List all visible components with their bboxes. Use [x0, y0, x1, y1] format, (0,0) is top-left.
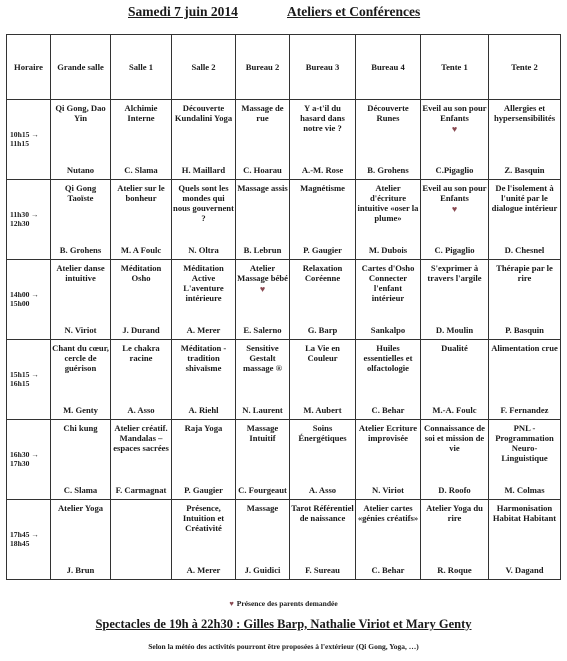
footer-note: Selon la météo des activités pourront être proposées à l'extérieur (Qi Gong, Yoga, …) [148, 642, 419, 651]
session-cell [489, 100, 561, 180]
session-top [112, 341, 170, 363]
session-top [237, 181, 288, 193]
session-content [490, 421, 559, 499]
session-top [490, 181, 559, 213]
session-title: La Vie en Couleur [305, 342, 340, 363]
session-content [357, 101, 419, 179]
session-top [112, 261, 170, 283]
column-header: Salle 2 [172, 35, 236, 100]
session-content [357, 261, 419, 339]
session-content [173, 501, 234, 579]
session-title: Quels sont les mondes qui nous gouvernent ? [173, 182, 234, 223]
session-content [291, 501, 354, 579]
session-title: Chant du cœur, cercle de guérison [52, 342, 109, 373]
session-content [490, 341, 559, 419]
session-title: Massage de rue [241, 102, 284, 123]
session-content [237, 501, 288, 579]
session-title: Massage assis [237, 182, 288, 193]
session-speaker: M. Colmas [504, 485, 545, 496]
session-top [237, 341, 288, 373]
session-cell [236, 180, 290, 260]
session-content [112, 261, 170, 339]
session-speaker: C.Pigaglio [435, 165, 474, 176]
session-title: Atelier cartes «génies créatifs» [357, 502, 419, 523]
column-header: Tente 2 [489, 35, 561, 100]
session-top [173, 101, 234, 123]
session-title: De l'isolement à l'unité par le dialogue intérieur [491, 182, 558, 213]
session-speaker: A. Merer [186, 325, 221, 336]
page-title: Ateliers et Conférences [287, 4, 421, 19]
session-cell [290, 500, 356, 580]
session-cell [172, 420, 236, 500]
session-title: Massage Intuitif [246, 422, 279, 443]
session-cell [290, 100, 356, 180]
session-top [52, 501, 109, 513]
session-speaker: M.-A. Foulc [432, 405, 477, 416]
column-header: Grande salle [51, 35, 111, 100]
session-content [291, 181, 354, 259]
session-title: Eveil au son pour Enfants [422, 102, 487, 123]
session-content [490, 101, 559, 179]
session-content [52, 101, 109, 179]
session-cell [51, 260, 111, 340]
session-speaker: P. Gaugier [303, 245, 342, 256]
session-speaker: B. Lebrun [243, 245, 282, 256]
session-speaker: C. Fourgeaut [238, 485, 287, 496]
session-title: Eveil au son pour Enfants [422, 182, 487, 203]
session-speaker: M. A Foulc [120, 245, 162, 256]
session-title: Découverte Kundalini Yoga [174, 102, 233, 123]
session-title: Tarot Référentiel de naissance [291, 502, 354, 523]
schedule-table [6, 34, 561, 580]
page-header [0, 4, 567, 22]
session-cell [111, 180, 172, 260]
session-content [237, 261, 288, 339]
session-speaker: Sankalpo [370, 325, 406, 336]
session-speaker: J. Durand [122, 325, 160, 336]
spectacles-line: Spectacles de 19h à 22h30 : Gilles Barp, Nathalie Viriot et Mary Genty [95, 617, 472, 631]
session-top [357, 101, 419, 123]
session-speaker: C. Pigaglio [434, 245, 475, 256]
column-header: Bureau 3 [290, 35, 356, 100]
table-row [7, 100, 561, 180]
session-cell [290, 340, 356, 420]
session-speaker: R. Roque [437, 565, 472, 576]
session-top [422, 421, 487, 453]
session-content [52, 501, 109, 579]
heart-icon: ♥ [451, 203, 458, 214]
session-title: Atelier Massage bébé [237, 262, 288, 283]
session-top [490, 421, 559, 464]
session-title: PNL - Programmation Neuro-Linguistique [495, 422, 554, 463]
legend-note [0, 599, 567, 608]
session-top [173, 501, 234, 533]
session-cell [172, 260, 236, 340]
session-title: Magnétisme [300, 182, 345, 193]
session-cell [172, 340, 236, 420]
session-speaker: B. Grohens [367, 165, 409, 176]
session-top [490, 261, 559, 283]
column-header: Salle 1 [111, 35, 172, 100]
session-cell [51, 500, 111, 580]
time-slot: 10h15 → 11h15 [7, 100, 51, 180]
session-speaker: C. Slama [124, 165, 158, 176]
session-title: Sensitive Gestalt massage ® [242, 342, 283, 373]
session-speaker: A. Asso [127, 405, 155, 416]
session-title: S'exprimer à travers l'argile [427, 262, 482, 283]
session-title: Méditation Active L'aventure intérieure [183, 262, 224, 303]
session-top [422, 261, 487, 283]
session-top [112, 181, 170, 203]
session-top [237, 101, 288, 123]
session-title: Cartes d'Osho Connecter l'enfant intérieur [361, 262, 415, 303]
session-top [291, 501, 354, 523]
session-speaker [112, 576, 170, 579]
session-title: Qi Gong, Dao Yin [55, 102, 106, 123]
session-speaker: F. Carmagnat [115, 485, 167, 496]
session-content [237, 421, 288, 499]
session-speaker: J. Brun [66, 565, 95, 576]
session-content [112, 501, 170, 579]
session-speaker: A.-M. Rose [301, 165, 344, 176]
session-title: Atelier d'écriture intuitive «oser la plume» [357, 182, 419, 223]
session-cell [236, 100, 290, 180]
session-speaker: D. Roofo [438, 485, 471, 496]
session-content [490, 181, 559, 259]
session-title: Allergies et hypersensibilités [493, 102, 556, 123]
table-row [7, 420, 561, 500]
session-top [357, 261, 419, 304]
session-top [490, 501, 559, 523]
session-cell [356, 420, 421, 500]
session-top [173, 181, 234, 224]
session-top [112, 101, 170, 123]
session-speaker: C. Behar [371, 565, 405, 576]
session-cell [489, 340, 561, 420]
session-speaker: P. Gaugier [184, 485, 223, 496]
session-top [422, 341, 487, 353]
page-date: Samedi 7 juin 2014 [128, 4, 238, 19]
session-content [422, 261, 487, 339]
session-speaker: N. Viriot [64, 325, 97, 336]
session-top [291, 261, 354, 283]
session-title: Qi Gong Taoïste [64, 182, 97, 203]
session-top [237, 501, 288, 513]
session-content [291, 341, 354, 419]
column-header: Tente 1 [421, 35, 489, 100]
session-cell [172, 100, 236, 180]
session-title: Relaxation Coréenne [302, 262, 343, 283]
session-speaker: H. Maillard [181, 165, 226, 176]
session-title: Alimentation crue [491, 342, 558, 353]
session-content [422, 101, 487, 179]
session-speaker: C. Slama [63, 485, 98, 496]
session-content [357, 421, 419, 499]
session-speaker: P. Basquin [505, 325, 544, 336]
session-speaker: N. Laurent [242, 405, 283, 416]
session-top [52, 421, 109, 433]
session-top [52, 341, 109, 373]
session-title: Chi kung [63, 422, 98, 433]
session-title: Atelier Ecriture improvisée [358, 422, 418, 443]
session-cell [356, 100, 421, 180]
session-title: Atelier Yoga [57, 502, 104, 513]
session-cell [111, 100, 172, 180]
session-title: Méditation Osho [120, 262, 162, 283]
session-speaker: A. Riehl [188, 405, 219, 416]
session-speaker: D. Chesnel [504, 245, 545, 256]
session-content [112, 421, 170, 499]
session-cell [290, 260, 356, 340]
legend-text: Présence des parents demandée [236, 599, 338, 608]
time-slot: 11h30 → 12h30 [7, 180, 51, 260]
session-cell [111, 500, 172, 580]
heart-icon: ♥ [229, 599, 234, 608]
session-speaker: F. Sureau [305, 565, 340, 576]
column-header: Horaire [7, 35, 51, 100]
session-cell [421, 180, 489, 260]
session-content [52, 181, 109, 259]
session-title: Présence, Intuition et Créativité [182, 502, 225, 533]
session-cell [356, 260, 421, 340]
session-content [291, 421, 354, 499]
session-top [237, 261, 288, 294]
session-content [173, 421, 234, 499]
session-cell [172, 500, 236, 580]
header-row [7, 35, 561, 100]
session-content [237, 101, 288, 179]
session-content [52, 261, 109, 339]
session-top [291, 101, 354, 133]
session-cell [356, 180, 421, 260]
session-title: Atelier créatif. Mandalas – espaces sacrées [113, 422, 169, 453]
session-title: Découverte Runes [367, 102, 409, 123]
session-title: Le chakra racine [122, 342, 160, 363]
session-cell [236, 340, 290, 420]
session-content [173, 341, 234, 419]
session-speaker: V. Dagand [505, 565, 544, 576]
column-header: Bureau 2 [236, 35, 290, 100]
session-content [291, 101, 354, 179]
session-cell [51, 100, 111, 180]
session-content [237, 341, 288, 419]
session-top [112, 501, 170, 503]
session-content [357, 501, 419, 579]
session-speaker: N. Oltra [188, 245, 219, 256]
time-slot: 16h30 → 17h30 [7, 420, 51, 500]
session-cell [290, 420, 356, 500]
session-title: Y a-t'il du hasard dans notre vie ? [300, 102, 345, 133]
session-speaker: A. Merer [186, 565, 221, 576]
heart-icon: ♥ [259, 283, 266, 294]
session-speaker: B. Grohens [59, 245, 102, 256]
session-top [357, 341, 419, 373]
session-title: Huiles essentielles et olfactologie [363, 342, 413, 373]
session-cell [489, 420, 561, 500]
session-title: Alchimie Interne [124, 102, 158, 123]
session-content [52, 341, 109, 419]
session-speaker: C. Behar [371, 405, 405, 416]
session-cell [421, 100, 489, 180]
session-title: Soins Énergétiques [298, 422, 347, 443]
session-speaker: N. Viriot [372, 485, 404, 496]
session-cell [489, 500, 561, 580]
session-top [52, 181, 109, 203]
session-cell [111, 420, 172, 500]
session-top [490, 101, 559, 123]
session-cell [236, 500, 290, 580]
table-row [7, 340, 561, 420]
session-cell [236, 420, 290, 500]
session-title: Raja Yoga [184, 422, 223, 433]
session-cell [421, 500, 489, 580]
session-cell [489, 180, 561, 260]
session-content [490, 501, 559, 579]
session-speaker: M. Aubert [303, 405, 342, 416]
session-speaker: Nutano [66, 165, 95, 176]
session-top [422, 181, 487, 214]
session-speaker: A. Asso [308, 485, 337, 496]
session-speaker: J. Guidici [244, 565, 281, 576]
session-speaker: C. Hoarau [243, 165, 282, 176]
table-row [7, 260, 561, 340]
session-cell [51, 180, 111, 260]
session-content [112, 341, 170, 419]
session-title: Dualité [441, 342, 468, 353]
session-top [173, 261, 234, 304]
session-title: Atelier Yoga du rire [426, 502, 483, 523]
session-speaker: G. Barp [307, 325, 338, 336]
session-cell [421, 260, 489, 340]
session-content [422, 341, 487, 419]
session-title: Atelier sur le bonheur [117, 182, 165, 203]
session-speaker: M. Dubois [368, 245, 408, 256]
session-content [173, 101, 234, 179]
session-speaker: F. Fernandez [500, 405, 549, 416]
session-content [490, 261, 559, 339]
session-top [422, 501, 487, 523]
table-row [7, 500, 561, 580]
time-slot: 14h00 → 15h00 [7, 260, 51, 340]
session-top [357, 501, 419, 523]
session-cell [111, 340, 172, 420]
session-content [422, 421, 487, 499]
session-cell [356, 340, 421, 420]
session-content [173, 181, 234, 259]
session-content [237, 181, 288, 259]
session-top [237, 421, 288, 443]
session-top [490, 341, 559, 353]
session-cell [421, 420, 489, 500]
session-top [52, 261, 109, 283]
session-content [422, 181, 487, 259]
session-title: Connaissance de soi et mission de vie [424, 422, 485, 453]
session-top [291, 421, 354, 443]
session-speaker: D. Moulin [435, 325, 474, 336]
column-header: Bureau 4 [356, 35, 421, 100]
session-top [357, 421, 419, 443]
time-slot: 17h45 → 18h45 [7, 500, 51, 580]
session-content [173, 261, 234, 339]
session-speaker: M. Genty [63, 405, 98, 416]
session-title: Massage [246, 502, 279, 513]
heart-icon: ♥ [451, 123, 458, 134]
session-title: Thérapie par le rire [496, 262, 553, 283]
session-content [52, 421, 109, 499]
session-title: Atelier danse intuitive [56, 262, 105, 283]
session-cell [290, 180, 356, 260]
session-top [173, 421, 234, 433]
session-content [112, 181, 170, 259]
session-top [52, 101, 109, 123]
session-content [291, 261, 354, 339]
session-content [422, 501, 487, 579]
session-top [112, 421, 170, 453]
session-cell [172, 180, 236, 260]
time-slot: 15h15 → 16h15 [7, 340, 51, 420]
session-top [291, 341, 354, 363]
session-title: Méditation - tradition shivaïsme [180, 342, 227, 373]
session-cell [489, 260, 561, 340]
session-cell [421, 340, 489, 420]
session-content [357, 341, 419, 419]
session-top [291, 181, 354, 193]
session-content [357, 181, 419, 259]
session-speaker: E. Salerno [243, 325, 282, 336]
session-title: Harmonisation Habitat Habitant [492, 502, 557, 523]
session-cell [236, 260, 290, 340]
session-speaker: Z. Basquin [504, 165, 545, 176]
session-top [422, 101, 487, 134]
session-cell [111, 260, 172, 340]
session-cell [51, 340, 111, 420]
session-content [112, 101, 170, 179]
session-top [357, 181, 419, 224]
table-row [7, 180, 561, 260]
session-cell [51, 420, 111, 500]
session-top [173, 341, 234, 373]
session-cell [356, 500, 421, 580]
